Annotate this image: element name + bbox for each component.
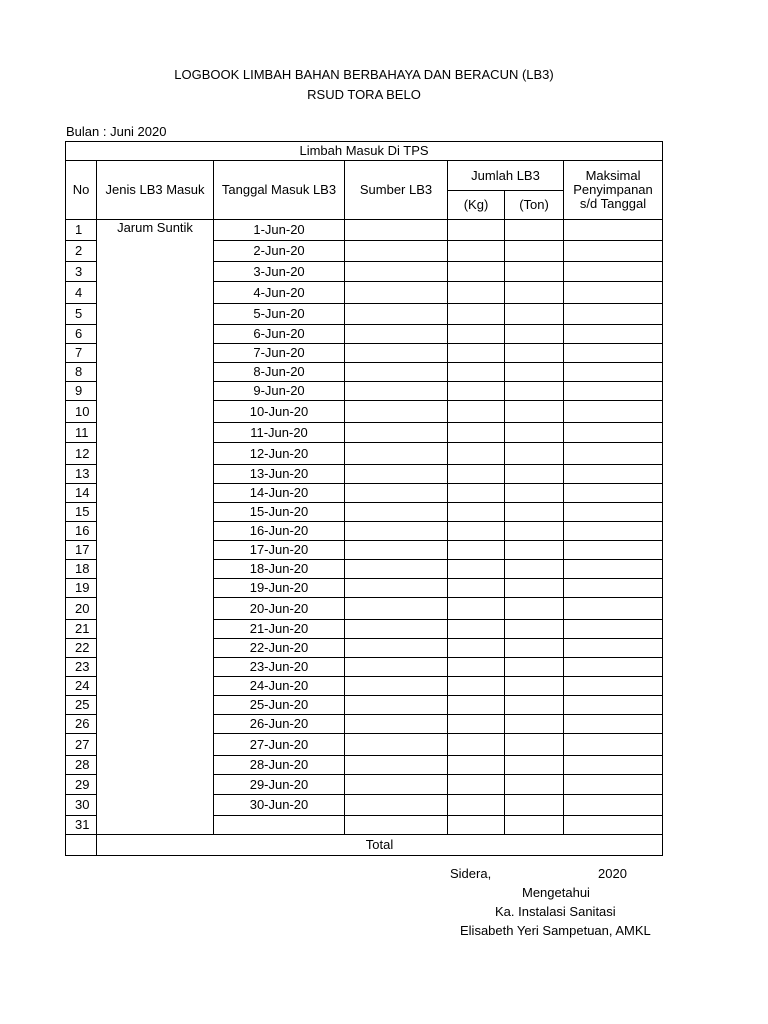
cell-ton <box>505 401 564 423</box>
cell-sumber <box>345 401 448 423</box>
cell-maksimal <box>564 262 663 282</box>
cell-tanggal: 14-Jun-20 <box>214 484 345 503</box>
cell-maksimal <box>564 484 663 503</box>
cell-sumber <box>345 363 448 382</box>
cell-sumber <box>345 775 448 795</box>
cell-tanggal: 26-Jun-20 <box>214 715 345 734</box>
cell-ton <box>505 304 564 325</box>
cell-sumber <box>345 560 448 579</box>
cell-maksimal <box>564 282 663 304</box>
cell-ton <box>505 677 564 696</box>
cell-tanggal: 3-Jun-20 <box>214 262 345 282</box>
cell-no: 8 <box>66 363 97 382</box>
cell-kg <box>448 734 505 756</box>
cell-sumber <box>345 503 448 522</box>
cell-maksimal <box>564 658 663 677</box>
cell-no: 28 <box>66 756 97 775</box>
cell-ton <box>505 560 564 579</box>
cell-sumber <box>345 241 448 262</box>
cell-kg <box>448 443 505 465</box>
cell-sumber <box>345 541 448 560</box>
cell-sumber <box>345 344 448 363</box>
cell-tanggal: 17-Jun-20 <box>214 541 345 560</box>
cell-no: 7 <box>66 344 97 363</box>
cell-ton <box>505 598 564 620</box>
cell-maksimal <box>564 696 663 715</box>
cell-kg <box>448 522 505 541</box>
cell-no: 11 <box>66 423 97 443</box>
cell-jenis: Jarum Suntik <box>97 220 214 835</box>
header-maksimal <box>564 161 663 220</box>
cell-tanggal: 7-Jun-20 <box>214 344 345 363</box>
cell-tanggal: 10-Jun-20 <box>214 401 345 423</box>
cell-kg <box>448 241 505 262</box>
cell-kg <box>448 579 505 598</box>
signature-position: Ka. Instalasi Sanitasi <box>495 904 616 919</box>
cell-kg <box>448 756 505 775</box>
cell-ton <box>505 541 564 560</box>
cell-sumber <box>345 598 448 620</box>
header-kg: (Kg) <box>448 191 505 220</box>
cell-no: 25 <box>66 696 97 715</box>
cell-kg <box>448 484 505 503</box>
cell-ton <box>505 639 564 658</box>
cell-kg <box>448 325 505 344</box>
cell-sumber <box>345 579 448 598</box>
cell-maksimal <box>564 677 663 696</box>
cell-tanggal: 21-Jun-20 <box>214 620 345 639</box>
cell-ton <box>505 620 564 639</box>
cell-ton <box>505 325 564 344</box>
cell-tanggal: 1-Jun-20 <box>214 220 345 241</box>
cell-ton <box>505 715 564 734</box>
signature-name: Elisabeth Yeri Sampetuan, AMKL <box>460 923 651 938</box>
cell-maksimal <box>564 560 663 579</box>
cell-tanggal: 24-Jun-20 <box>214 677 345 696</box>
cell-kg <box>448 775 505 795</box>
cell-tanggal: 30-Jun-20 <box>214 795 345 816</box>
cell-sumber <box>345 262 448 282</box>
cell-kg <box>448 423 505 443</box>
cell-kg <box>448 363 505 382</box>
cell-ton <box>505 423 564 443</box>
cell-sumber <box>345 282 448 304</box>
cell-kg <box>448 620 505 639</box>
cell-tanggal: 16-Jun-20 <box>214 522 345 541</box>
cell-no: 12 <box>66 443 97 465</box>
cell-tanggal: 5-Jun-20 <box>214 304 345 325</box>
logbook-table <box>65 141 663 856</box>
cell-kg <box>448 503 505 522</box>
cell-ton <box>505 522 564 541</box>
cell-no: 4 <box>66 282 97 304</box>
cell-no: 31 <box>66 816 97 835</box>
cell-sumber <box>345 465 448 484</box>
cell-tanggal: 27-Jun-20 <box>214 734 345 756</box>
header-ton: (Ton) <box>505 191 564 220</box>
cell-tanggal: 28-Jun-20 <box>214 756 345 775</box>
cell-maksimal <box>564 579 663 598</box>
cell-tanggal: 8-Jun-20 <box>214 363 345 382</box>
cell-maksimal <box>564 541 663 560</box>
cell-sumber <box>345 715 448 734</box>
total-row <box>66 835 663 856</box>
cell-tanggal: 11-Jun-20 <box>214 423 345 443</box>
cell-tanggal: 25-Jun-20 <box>214 696 345 715</box>
header-maksimal-line-3: s/d Tanggal <box>579 196 647 211</box>
cell-sumber <box>345 816 448 835</box>
header-sumber: Sumber LB3 <box>345 161 448 220</box>
cell-no: 26 <box>66 715 97 734</box>
month-label: Bulan : Juni 2020 <box>66 124 167 139</box>
cell-kg <box>448 715 505 734</box>
cell-tanggal <box>214 816 345 835</box>
header-maksimal-line-2: Penyimpanan <box>573 182 653 197</box>
cell-maksimal <box>564 443 663 465</box>
cell-maksimal <box>564 382 663 401</box>
cell-no: 21 <box>66 620 97 639</box>
cell-no: 16 <box>66 522 97 541</box>
cell-kg <box>448 465 505 484</box>
cell-no: 5 <box>66 304 97 325</box>
total-label: Total <box>97 835 663 856</box>
cell-sumber <box>345 696 448 715</box>
cell-ton <box>505 220 564 241</box>
cell-sumber <box>345 220 448 241</box>
cell-sumber <box>345 734 448 756</box>
cell-kg <box>448 541 505 560</box>
cell-ton <box>505 465 564 484</box>
cell-tanggal: 4-Jun-20 <box>214 282 345 304</box>
signature-place: Sidera, <box>450 866 492 881</box>
total-blank-cell <box>66 835 97 856</box>
cell-no: 30 <box>66 795 97 816</box>
cell-maksimal <box>564 423 663 443</box>
cell-ton <box>505 443 564 465</box>
cell-sumber <box>345 423 448 443</box>
cell-tanggal: 15-Jun-20 <box>214 503 345 522</box>
cell-no: 10 <box>66 401 97 423</box>
cell-maksimal <box>564 756 663 775</box>
cell-kg <box>448 677 505 696</box>
cell-no: 19 <box>66 579 97 598</box>
cell-sumber <box>345 484 448 503</box>
document-title: LOGBOOK LIMBAH BAHAN BERBAHAYA DAN BERACUN (LB3) <box>174 67 554 82</box>
header-jumlah: Jumlah LB3 <box>448 161 564 191</box>
cell-maksimal <box>564 503 663 522</box>
cell-sumber <box>345 677 448 696</box>
cell-tanggal: 29-Jun-20 <box>214 775 345 795</box>
cell-sumber <box>345 658 448 677</box>
table-row <box>66 220 663 241</box>
cell-maksimal <box>564 816 663 835</box>
cell-no: 23 <box>66 658 97 677</box>
cell-kg <box>448 598 505 620</box>
group-header: Limbah Masuk Di TPS <box>66 142 663 161</box>
cell-no: 20 <box>66 598 97 620</box>
header-tanggal: Tanggal Masuk LB3 <box>214 161 345 220</box>
cell-no: 2 <box>66 241 97 262</box>
cell-tanggal: 22-Jun-20 <box>214 639 345 658</box>
signature-acknowledged: Mengetahui <box>522 885 590 900</box>
cell-no: 18 <box>66 560 97 579</box>
cell-no: 1 <box>66 220 97 241</box>
cell-kg <box>448 658 505 677</box>
cell-tanggal: 2-Jun-20 <box>214 241 345 262</box>
cell-sumber <box>345 639 448 658</box>
cell-ton <box>505 363 564 382</box>
cell-sumber <box>345 620 448 639</box>
cell-maksimal <box>564 304 663 325</box>
cell-maksimal <box>564 363 663 382</box>
cell-kg <box>448 282 505 304</box>
cell-maksimal <box>564 734 663 756</box>
cell-no: 22 <box>66 639 97 658</box>
cell-kg <box>448 401 505 423</box>
cell-no: 14 <box>66 484 97 503</box>
cell-ton <box>505 262 564 282</box>
cell-no: 29 <box>66 775 97 795</box>
cell-maksimal <box>564 620 663 639</box>
cell-tanggal: 18-Jun-20 <box>214 560 345 579</box>
cell-maksimal <box>564 598 663 620</box>
cell-no: 9 <box>66 382 97 401</box>
table-body <box>66 220 663 856</box>
cell-kg <box>448 262 505 282</box>
cell-ton <box>505 775 564 795</box>
cell-ton <box>505 756 564 775</box>
header-maksimal-line-1: Maksimal <box>585 168 641 183</box>
cell-tanggal: 23-Jun-20 <box>214 658 345 677</box>
cell-kg <box>448 220 505 241</box>
cell-sumber <box>345 304 448 325</box>
cell-sumber <box>345 795 448 816</box>
cell-maksimal <box>564 715 663 734</box>
cell-ton <box>505 734 564 756</box>
cell-ton <box>505 344 564 363</box>
cell-maksimal <box>564 522 663 541</box>
cell-maksimal <box>564 401 663 423</box>
cell-no: 13 <box>66 465 97 484</box>
cell-kg <box>448 382 505 401</box>
cell-tanggal: 9-Jun-20 <box>214 382 345 401</box>
cell-kg <box>448 816 505 835</box>
cell-ton <box>505 241 564 262</box>
cell-no: 6 <box>66 325 97 344</box>
cell-maksimal <box>564 465 663 484</box>
cell-no: 3 <box>66 262 97 282</box>
header-jenis: Jenis LB3 Masuk <box>97 161 214 220</box>
cell-ton <box>505 503 564 522</box>
cell-kg <box>448 560 505 579</box>
header-no: No <box>66 161 97 220</box>
cell-no: 15 <box>66 503 97 522</box>
cell-kg <box>448 344 505 363</box>
cell-ton <box>505 658 564 677</box>
cell-maksimal <box>564 241 663 262</box>
cell-tanggal: 12-Jun-20 <box>214 443 345 465</box>
cell-tanggal: 19-Jun-20 <box>214 579 345 598</box>
cell-maksimal <box>564 795 663 816</box>
cell-maksimal <box>564 344 663 363</box>
cell-kg <box>448 795 505 816</box>
cell-ton <box>505 282 564 304</box>
cell-sumber <box>345 756 448 775</box>
cell-ton <box>505 696 564 715</box>
cell-ton <box>505 795 564 816</box>
cell-maksimal <box>564 639 663 658</box>
cell-maksimal <box>564 220 663 241</box>
cell-sumber <box>345 443 448 465</box>
cell-tanggal: 20-Jun-20 <box>214 598 345 620</box>
cell-ton <box>505 816 564 835</box>
cell-maksimal <box>564 775 663 795</box>
cell-maksimal <box>564 325 663 344</box>
cell-ton <box>505 382 564 401</box>
cell-no: 24 <box>66 677 97 696</box>
signature-year: 2020 <box>598 866 627 881</box>
cell-sumber <box>345 522 448 541</box>
document-subtitle: RSUD TORA BELO <box>307 87 421 102</box>
cell-tanggal: 13-Jun-20 <box>214 465 345 484</box>
cell-sumber <box>345 325 448 344</box>
cell-ton <box>505 484 564 503</box>
cell-kg <box>448 696 505 715</box>
cell-no: 17 <box>66 541 97 560</box>
cell-kg <box>448 304 505 325</box>
cell-ton <box>505 579 564 598</box>
cell-tanggal: 6-Jun-20 <box>214 325 345 344</box>
cell-no: 27 <box>66 734 97 756</box>
cell-sumber <box>345 382 448 401</box>
cell-kg <box>448 639 505 658</box>
